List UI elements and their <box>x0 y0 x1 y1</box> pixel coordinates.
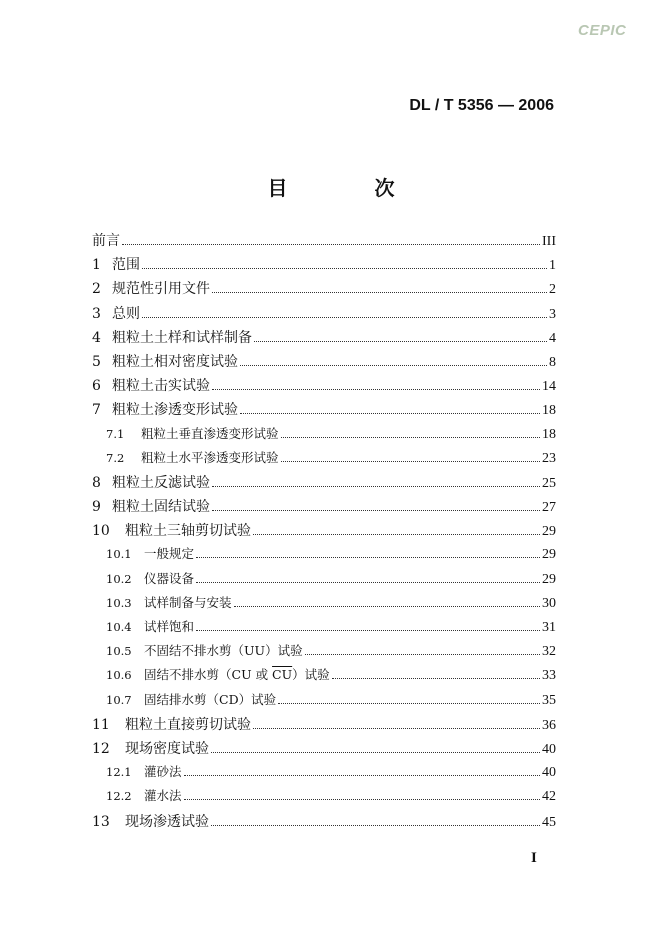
toc-entry[interactable] <box>92 496 556 520</box>
toc-entry[interactable] <box>92 472 556 496</box>
toc-subentry[interactable] <box>92 641 556 665</box>
toc-subentry[interactable] <box>92 424 556 448</box>
dot-leader <box>281 461 540 462</box>
toc-number: 13 <box>92 813 110 830</box>
toc-number: 9 <box>92 499 101 516</box>
toc-number: 7.2 <box>106 450 125 465</box>
toc-page: 27 <box>542 500 556 516</box>
toc-entry[interactable] <box>92 811 556 835</box>
toc-page: 1 <box>549 258 556 274</box>
dot-leader <box>184 775 540 776</box>
toc-title: 粗粒土直接剪切试验 <box>125 716 251 733</box>
toc-number: 6 <box>92 378 101 395</box>
dot-leader <box>212 389 540 390</box>
toc-entry[interactable] <box>92 738 556 762</box>
toc-number: 11 <box>92 716 110 733</box>
toc-page: 29 <box>542 571 556 587</box>
dot-leader <box>240 365 547 366</box>
dot-leader <box>196 557 540 558</box>
toc-number: 7.1 <box>106 426 125 441</box>
toc-page: 2 <box>549 282 556 298</box>
toc-subentry[interactable] <box>92 665 556 689</box>
toc-page: 33 <box>542 668 556 684</box>
dot-leader <box>122 244 540 245</box>
dot-leader <box>212 486 540 487</box>
toc-number: 3 <box>92 305 101 322</box>
dot-leader <box>305 654 540 655</box>
toc-page: 18 <box>542 403 556 419</box>
toc-number: 2 <box>92 281 101 298</box>
table-of-contents <box>92 230 556 835</box>
dot-leader <box>196 630 540 631</box>
toc-title: 粗粒土渗透变形试验 <box>112 402 238 419</box>
toc-subentry[interactable] <box>92 762 556 786</box>
toc-title: 一般规定 <box>144 546 195 562</box>
toc-number: 12.2 <box>106 789 132 804</box>
toc-title: 粗粒土水平渗透变形试验 <box>141 449 279 465</box>
dot-leader <box>196 582 540 583</box>
dot-leader <box>211 825 540 826</box>
toc-subentry[interactable] <box>92 786 556 810</box>
toc-subentry[interactable] <box>92 617 556 641</box>
dot-leader <box>254 341 547 342</box>
dot-leader <box>253 728 540 729</box>
toc-number: 12.1 <box>106 765 132 780</box>
toc-title: 粗粒土三轴剪切试验 <box>125 523 251 540</box>
toc-title: 规范性引用文件 <box>112 281 210 298</box>
toc-title: 不固结不排水剪（UU）试验 <box>144 643 303 659</box>
standard-code: DL / T 5356 — 2006 <box>409 97 554 114</box>
toc-page: III <box>542 234 556 249</box>
toc-title: 范围 <box>112 257 140 274</box>
toc-title: 试样制备与安装 <box>144 594 232 610</box>
toc-subentry[interactable] <box>92 690 556 714</box>
toc-subentry[interactable] <box>92 448 556 472</box>
toc-number: 10.6 <box>106 668 132 683</box>
page-number: I <box>531 850 537 866</box>
toc-title-part: 固结不排水剪（CU 或 <box>144 667 273 683</box>
toc-page: 14 <box>542 379 556 395</box>
toc-number: 10.4 <box>106 620 132 634</box>
dot-leader <box>278 703 540 704</box>
toc-title: 粗粒土相对密度试验 <box>112 353 238 370</box>
toc-title: 粗粒土土样和试样制备 <box>112 329 252 346</box>
toc-entry[interactable] <box>92 375 556 399</box>
toc-title: 灌砂法 <box>144 764 182 780</box>
dot-leader <box>211 752 540 753</box>
toc-title: 粗粒土固结试验 <box>112 499 210 516</box>
dot-leader <box>184 799 540 800</box>
dot-leader <box>142 268 547 269</box>
toc-entry[interactable] <box>92 303 556 327</box>
dot-leader <box>234 606 540 607</box>
toc-number: 1 <box>92 257 101 274</box>
toc-page: 31 <box>542 620 556 635</box>
toc-entry[interactable] <box>92 520 556 544</box>
toc-page: 23 <box>542 450 556 466</box>
toc-subentry[interactable] <box>92 569 556 593</box>
toc-page: 8 <box>549 354 556 370</box>
toc-page: 45 <box>542 814 556 830</box>
toc-subentry[interactable] <box>92 544 556 568</box>
toc-number: 10.1 <box>106 547 132 562</box>
toc-title: 粗粒土击实试验 <box>112 378 210 395</box>
toc-title: 灌水法 <box>144 788 182 804</box>
dot-leader <box>281 437 540 438</box>
toc-title: 粗粒土反滤试验 <box>112 474 210 491</box>
toc-title: 仪器设备 <box>144 570 195 586</box>
toc-page: 35 <box>542 692 556 708</box>
toc-title: 前言 <box>92 233 120 249</box>
dot-leader <box>212 292 547 293</box>
toc-page: 18 <box>542 426 556 442</box>
cepic-logo: CEPIC <box>578 22 627 39</box>
toc-number: 8 <box>92 474 101 491</box>
toc-number: 10 <box>92 523 110 540</box>
toc-title: 现场渗透试验 <box>125 813 209 830</box>
toc-number: 10.3 <box>106 595 132 610</box>
toc-title: 现场密度试验 <box>125 740 209 757</box>
toc-page: 29 <box>542 524 556 540</box>
toc-subentry[interactable] <box>92 593 556 617</box>
toc-number: 7 <box>92 402 101 419</box>
toc-title: 粗粒土垂直渗透变形试验 <box>141 425 279 441</box>
dot-leader <box>240 413 540 414</box>
toc-page: 40 <box>542 741 556 757</box>
toc-title: 总则 <box>112 305 140 322</box>
overlined-cu: $\overline{CU}$ <box>272 667 293 683</box>
toc-number: 12 <box>92 740 110 757</box>
toc-entry[interactable] <box>92 399 556 423</box>
toc-title-part: ）试验 <box>292 667 330 683</box>
page-title: 目 次 <box>267 176 435 200</box>
toc-entry[interactable] <box>92 254 556 278</box>
toc-page: 40 <box>542 765 556 781</box>
toc-page: 29 <box>542 547 556 563</box>
toc-page: 25 <box>542 475 556 491</box>
toc-page: 30 <box>542 595 556 611</box>
toc-entry[interactable] <box>92 327 556 351</box>
toc-number: 4 <box>92 329 101 346</box>
toc-page: 36 <box>542 717 556 733</box>
toc-page: 4 <box>549 330 556 346</box>
toc-page: 42 <box>542 789 556 805</box>
dot-leader <box>142 317 547 318</box>
toc-number: 5 <box>92 353 101 370</box>
toc-number: 10.7 <box>106 692 132 707</box>
toc-entry[interactable] <box>92 351 556 375</box>
dot-leader <box>212 510 540 511</box>
toc-title: 试样饱和 <box>144 619 195 634</box>
toc-entry[interactable] <box>92 278 556 302</box>
toc-entry-foreword[interactable] <box>92 230 556 254</box>
dot-leader <box>253 534 540 535</box>
toc-title: 固结排水剪（CD）试验 <box>144 691 277 707</box>
toc-page: 3 <box>549 306 556 322</box>
toc-page: 32 <box>542 644 556 660</box>
toc-number: 10.5 <box>106 644 132 659</box>
toc-number: 10.2 <box>106 571 132 586</box>
dot-leader <box>332 678 540 679</box>
toc-title <box>144 665 330 683</box>
toc-entry[interactable] <box>92 714 556 738</box>
